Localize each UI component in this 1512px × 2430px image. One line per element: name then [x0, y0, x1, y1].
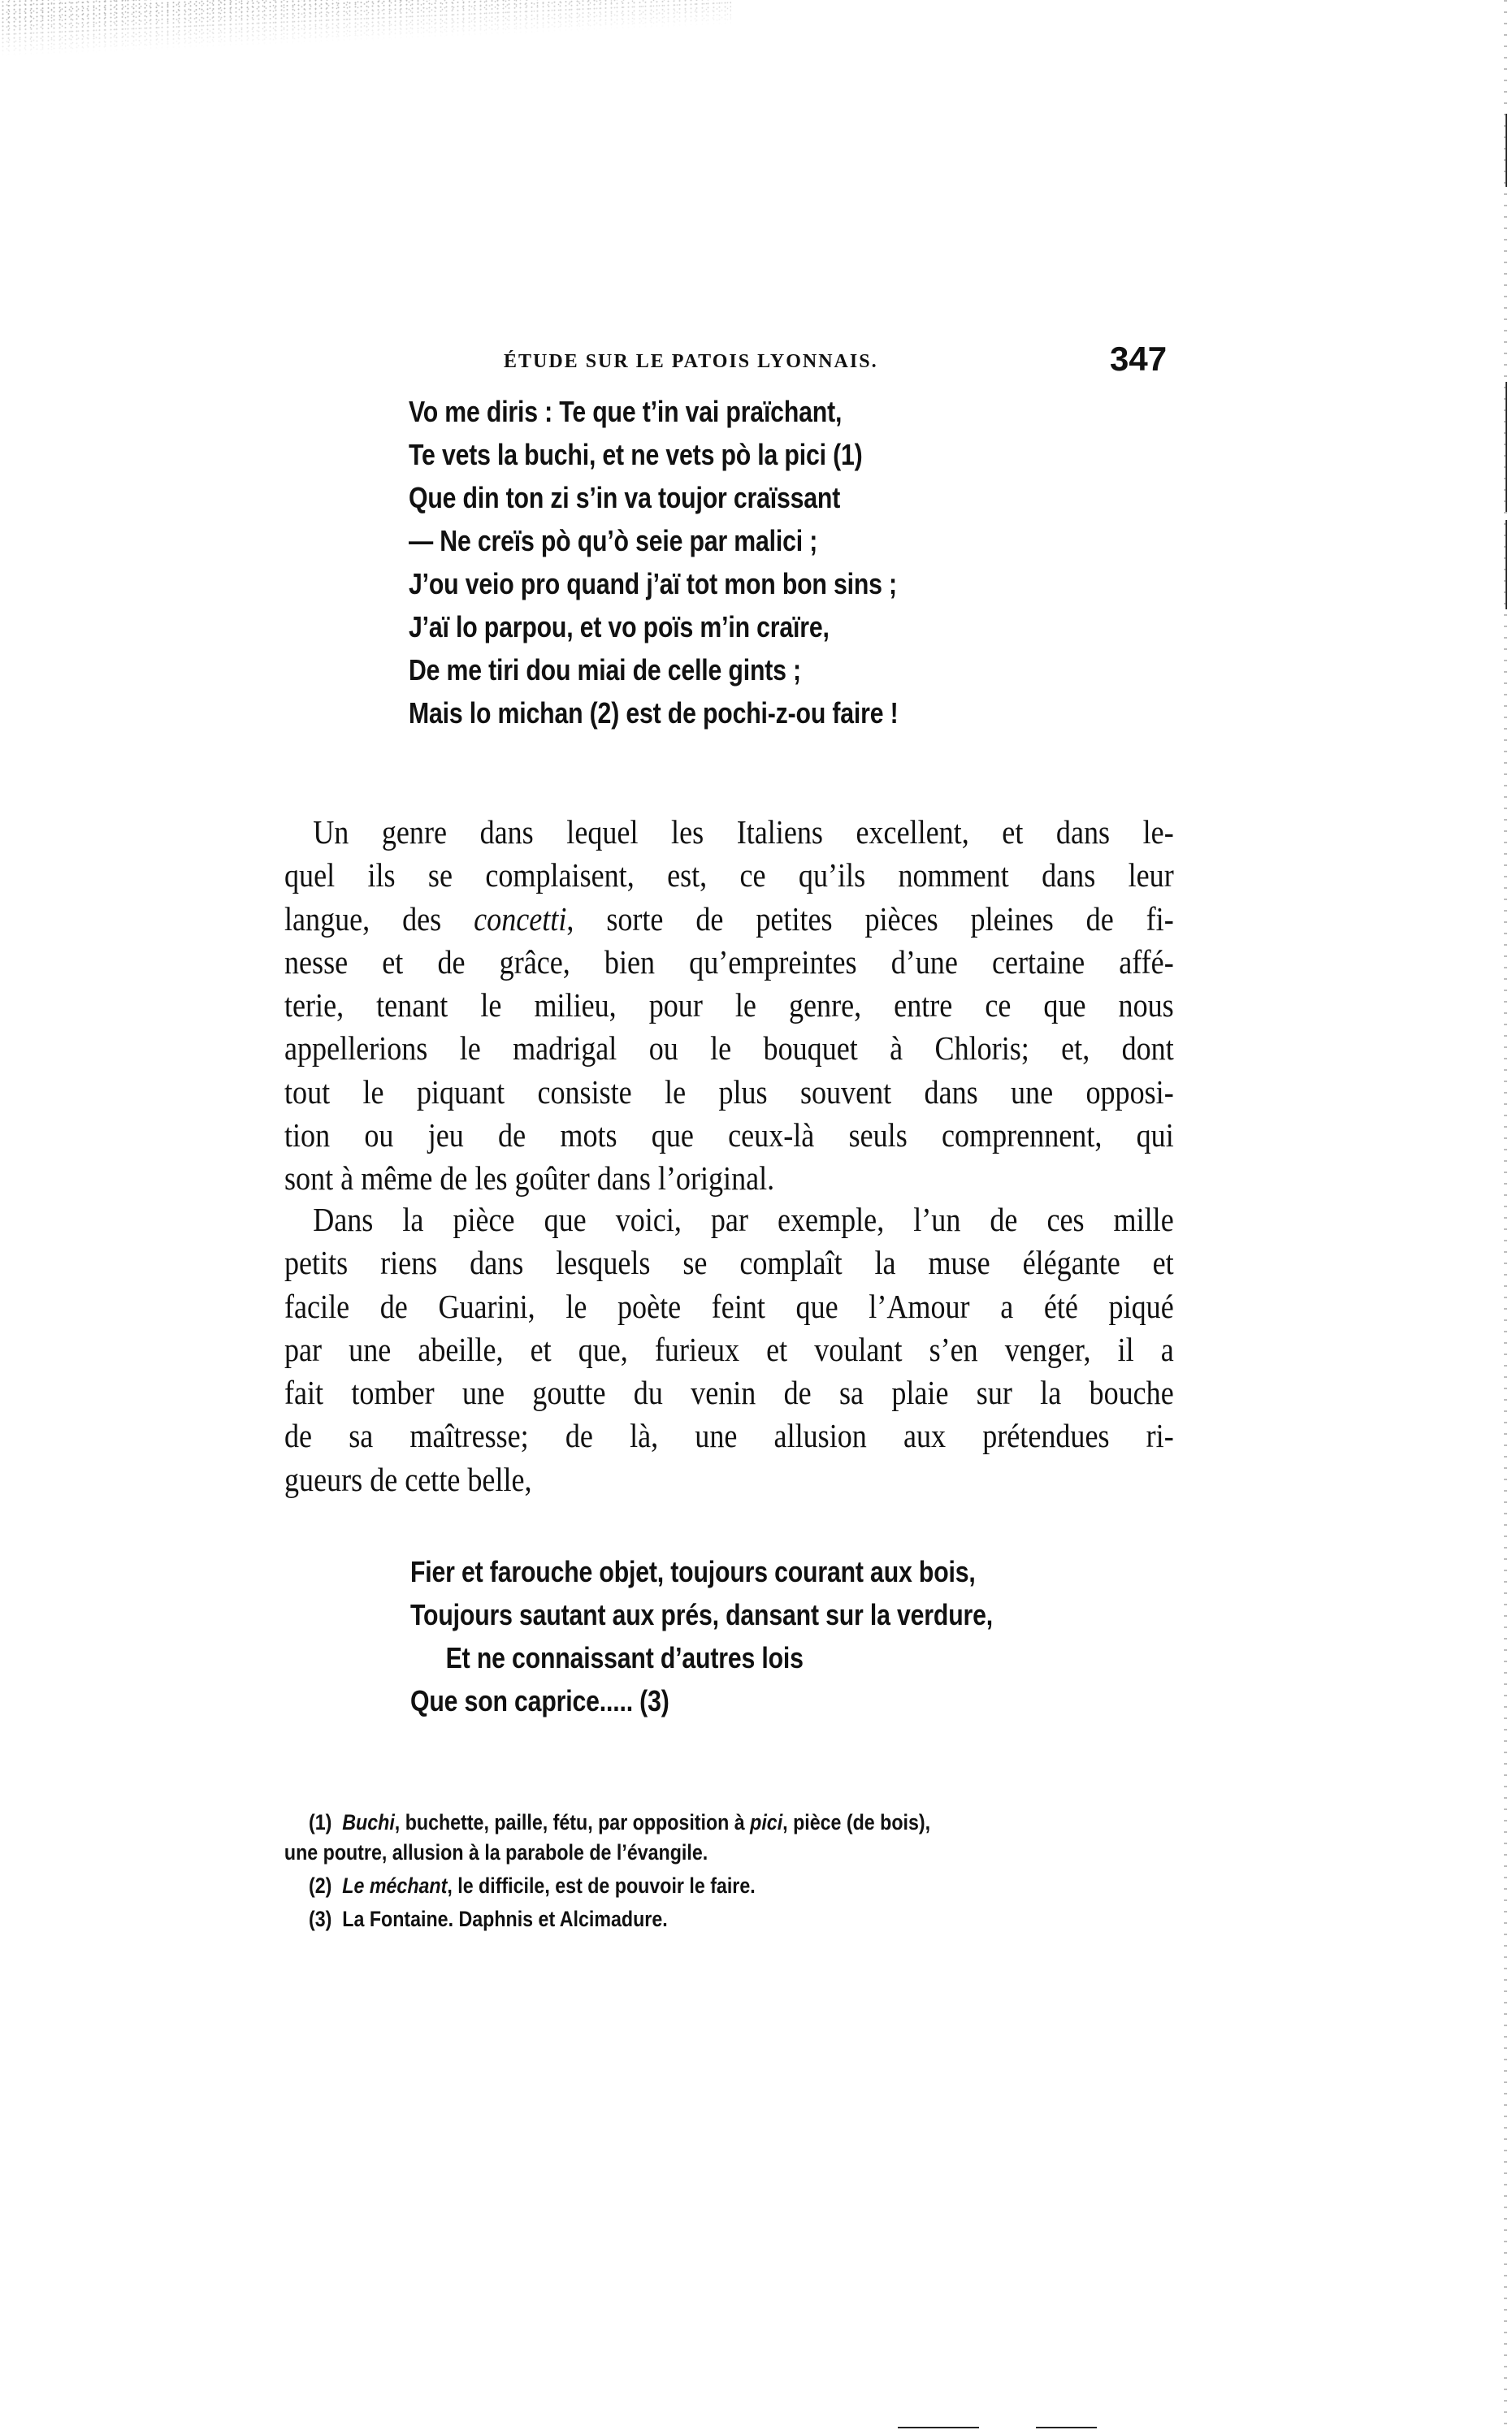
footnote-text: , buchette, paille, fétu, par opposition à	[394, 1810, 751, 1834]
scan-edge-line	[1506, 382, 1507, 512]
paragraph-line: fait tomber une goutte du venin de sa plaie sur la bouche	[284, 1374, 1174, 1412]
footnote-text: , le difficile, est de pouvoir le faire.	[447, 1873, 756, 1898]
paragraph-line: petits riens dans lesquels se complaît la muse élégante et	[284, 1244, 1174, 1282]
verse-line: De me tiri dou miai de celle gints ;	[409, 653, 801, 687]
paragraph-line: tion ou jeu de mots que ceux-là seuls comprennent, qui	[284, 1116, 1174, 1154]
verse-line: Et ne connaissant d’autres lois	[445, 1641, 804, 1674]
scan-edge-marks	[1504, 0, 1507, 2430]
paragraph-line: sont à même de les goûter dans l’original.	[284, 1159, 775, 1198]
paragraph-line: gueurs de cette belle,	[284, 1460, 532, 1498]
paragraph-line: Dans la pièce que voici, par exemple, l’un de ces mille	[313, 1201, 1174, 1238]
verse-french	[410, 1550, 993, 1722]
paragraph-line: par une abeille, et que, furieux et voulant s’en venger, il a	[284, 1330, 1174, 1368]
footnotes	[284, 1808, 931, 1934]
verse-line: Que din ton zi s’in va toujor craïssant	[409, 481, 841, 514]
running-head: ÉTUDE SUR LE PATOIS LYONNAIS.	[504, 351, 878, 372]
verse-line: — Ne creïs pò qu’ò seie par malici ;	[409, 524, 818, 557]
paragraph-line: appellerions le madrigal ou le bouquet à Chloris; et, dont	[284, 1029, 1174, 1068]
footnote-marker: (1)	[309, 1810, 332, 1834]
verse-line: J’aï lo parpou, et vo poïs m’in craïre,	[409, 610, 830, 643]
paragraph-line: quel ils se complaisent, est, ce qu’ils nomment dans leur	[284, 856, 1174, 894]
footnote-text: , pièce (de bois),	[782, 1810, 931, 1834]
footnote-2	[309, 1871, 930, 1901]
footnote-marker: (3)	[309, 1907, 332, 1931]
text-run: langue, des	[284, 899, 474, 938]
italic-term: concetti	[474, 899, 567, 938]
verse-patois	[409, 390, 899, 734]
bottom-rule	[898, 2427, 979, 2428]
paragraph-line: facile de Guarini, le poète feint que l’Amour a été piqué	[284, 1287, 1174, 1325]
paragraph-italians-concetti	[284, 811, 1174, 1201]
bottom-rule	[1036, 2427, 1097, 2428]
footnote-1-continuation: une poutre, allusion à la parabole de l’évangile.	[284, 1840, 708, 1865]
scan-edge-line	[1506, 114, 1507, 187]
footnote-text: La Fontaine. Daphnis et Alcimadure.	[342, 1907, 668, 1931]
footnote-term: pici	[750, 1810, 783, 1834]
paragraph-line: Un genre dans lequel les Italiens excellent, et dans le-	[313, 813, 1174, 851]
verse-line: Fier et farouche objet, toujours courant aux bois,	[410, 1555, 976, 1588]
scan-edge-line	[1506, 520, 1507, 609]
paragraph-line: tout le piquant consiste le plus souvent dans une opposi-	[284, 1072, 1174, 1111]
footnote-term: Buchi	[342, 1810, 395, 1834]
verse-line: J’ou veio pro quand j’aï tot mon bon sins ;	[409, 567, 897, 600]
footnote-3	[309, 1904, 930, 1934]
verse-line: Mais lo michan (2) est de pochi-z-ou faire !	[409, 696, 899, 730]
scan-noise-top	[0, 0, 731, 57]
paragraph-line: terie, tenant le milieu, pour le genre, entre ce que nous	[284, 986, 1174, 1024]
footnote-1	[309, 1808, 930, 1838]
paragraph-line: nesse et de grâce, bien qu’empreintes d’une certaine affé-	[284, 942, 1174, 981]
verse-line: Vo me diris : Te que t’in vai praïchant,	[409, 395, 843, 428]
verse-line: Toujours sautant aux prés, dansant sur la verdure,	[410, 1598, 993, 1631]
paragraph-line: de sa maîtresse; de là, une allusion aux prétendues ri-	[284, 1417, 1174, 1455]
paragraph-line	[284, 898, 1174, 941]
page-number: 347	[1110, 340, 1168, 378]
footnote-marker: (2)	[309, 1873, 332, 1898]
verse-line: Te vets la buchi, et ne vets pò la pici (1)	[409, 438, 863, 471]
footnote-term: Le méchant	[342, 1873, 448, 1898]
paragraph-guarini	[284, 1198, 1174, 1501]
text-run: , sorte de petites pièces pleines de fi-	[566, 899, 1174, 938]
verse-line: Que son caprice..... (3)	[410, 1684, 669, 1717]
